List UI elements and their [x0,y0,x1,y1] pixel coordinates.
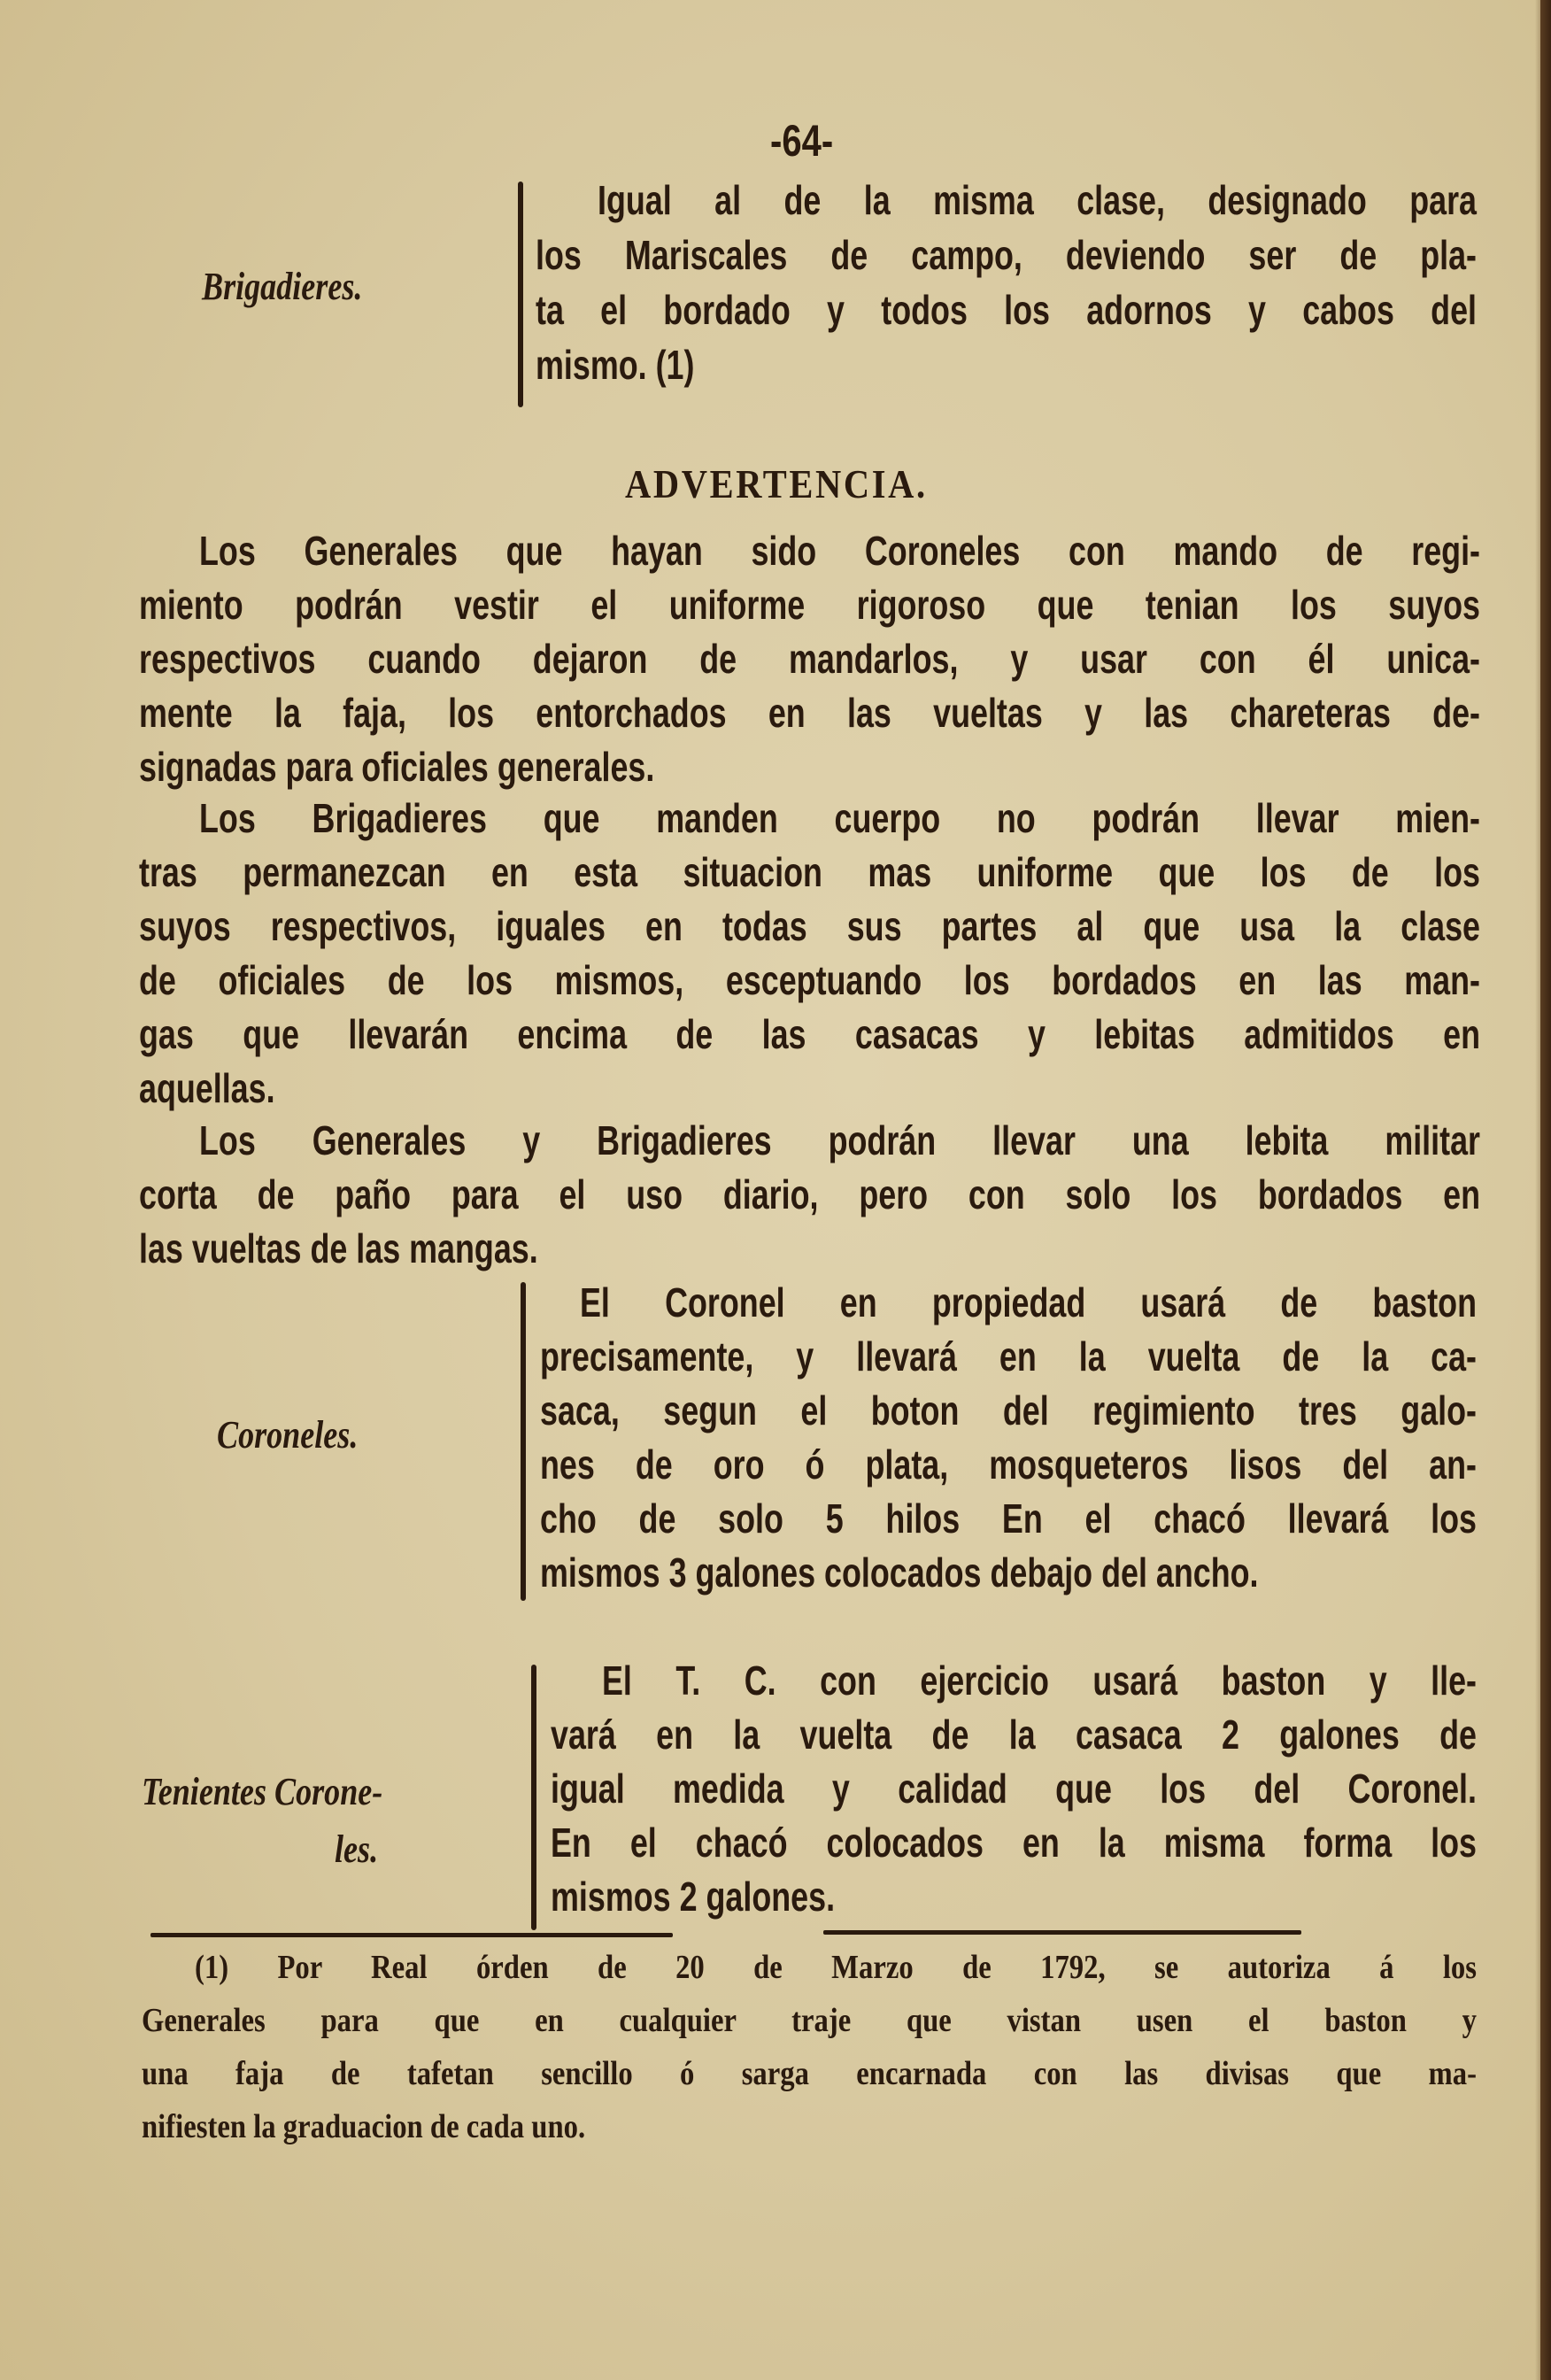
paragraph-line: Los Generales que hayan sido Coroneles con mando de regi- [199,528,1481,574]
brigadieres-text-line: mismo. (1) [536,342,695,388]
side-label-coroneles: Coroneles. [217,1413,359,1457]
tenientes-text-line: En el chacó colocados en la misma forma los [551,1820,1478,1866]
paragraph-line: suyos respectivos, iguales en todas sus partes al que usa la clase [139,903,1481,949]
brace-tenientes [531,1665,536,1930]
paragraph-line: gas que llevarán encima de las casacas y lebitas admitidos en [139,1011,1481,1057]
paragraph-line: Los Brigadieres que manden cuerpo no podrán llevar mien- [199,795,1480,841]
brigadieres-text-line: Igual al de la misma clase, designado para [598,177,1478,223]
coroneles-text-line: nes de oro ó plata, mosqueteros lisos del an- [540,1441,1477,1488]
brace-brigadieres [518,182,523,407]
tenientes-text-line: El T. C. con ejercicio usará baston y lle- [602,1658,1478,1704]
coroneles-text-line: precisamente, y llevará en la vuelta de la ca- [540,1333,1477,1379]
paragraph-line: corta de paño para el uso diario, pero con solo los bordados en [139,1171,1481,1217]
footnote-text-line: Generales para que en cualquier traje que vistan usen el baston y [142,2002,1477,2039]
side-label-tenientes-line-2: les. [335,1828,379,1871]
coroneles-text-line: El Coronel en propiedad usará de baston [580,1279,1478,1325]
footnote-text-line: (1) Por Real órden de 20 de Marzo de 1792, se autoriza á los [195,1949,1477,1986]
coroneles-text-line: cho de solo 5 hilos En el chacó llevará los [540,1495,1477,1542]
paragraph-line: miento podrán vestir el uniforme rigoroso que tenian los suyos [139,582,1480,628]
footnote-rule-left [150,1933,673,1937]
paragraph-line: signadas para oficiales generales. [139,744,655,790]
footnote-text-line: nifiesten la graduacion de cada uno. [142,2108,586,2145]
paragraph-line: Los Generales y Brigadieres podrán llevar una lebita militar [199,1117,1480,1163]
tenientes-text-line: vará en la vuelta de la casaca 2 galones de [551,1712,1478,1758]
coroneles-text-line: saca, segun el boton del regimiento tres galo- [540,1387,1478,1433]
paragraph-line: tras permanezcan en esta situacion mas uniforme que los de los [139,849,1481,895]
side-label-tenientes-line-1: Tenientes Corone- [142,1770,383,1813]
side-label-brigadieres: Brigadieres. [202,265,363,308]
page-binding-edge [1540,0,1551,2380]
coroneles-text-line: mismos 3 galones colocados debajo del ancho. [540,1549,1259,1596]
brigadieres-text-line: los Mariscales de campo, deviendo ser de pla- [536,232,1477,278]
tenientes-text-line: igual medida y calidad que los del Coronel. [551,1766,1478,1812]
footnote-rule-right [823,1930,1301,1935]
brigadieres-text-line: ta el bordado y todos los adornos y cabos del [536,287,1477,333]
paragraph-line: las vueltas de las mangas. [139,1225,538,1271]
tenientes-text-line: mismos 2 galones. [551,1874,836,1920]
paragraph-line: de oficiales de los mismos, esceptuando los bordados en las man- [139,957,1481,1003]
paragraph-line: aquellas. [139,1065,275,1111]
paragraph-line: mente la faja, los entorchados en las vueltas y las chareteras de- [139,690,1481,736]
page-number: -64- [770,116,834,166]
section-heading: ADVERTENCIA. [625,461,928,506]
brace-coroneles [521,1282,526,1601]
footnote-text-line: una faja de tafetan sencillo ó sarga encarnada con las divisas que ma- [142,2055,1477,2092]
paragraph-line: respectivos cuando dejaron de mandarlos, y usar con él unica- [139,636,1481,682]
